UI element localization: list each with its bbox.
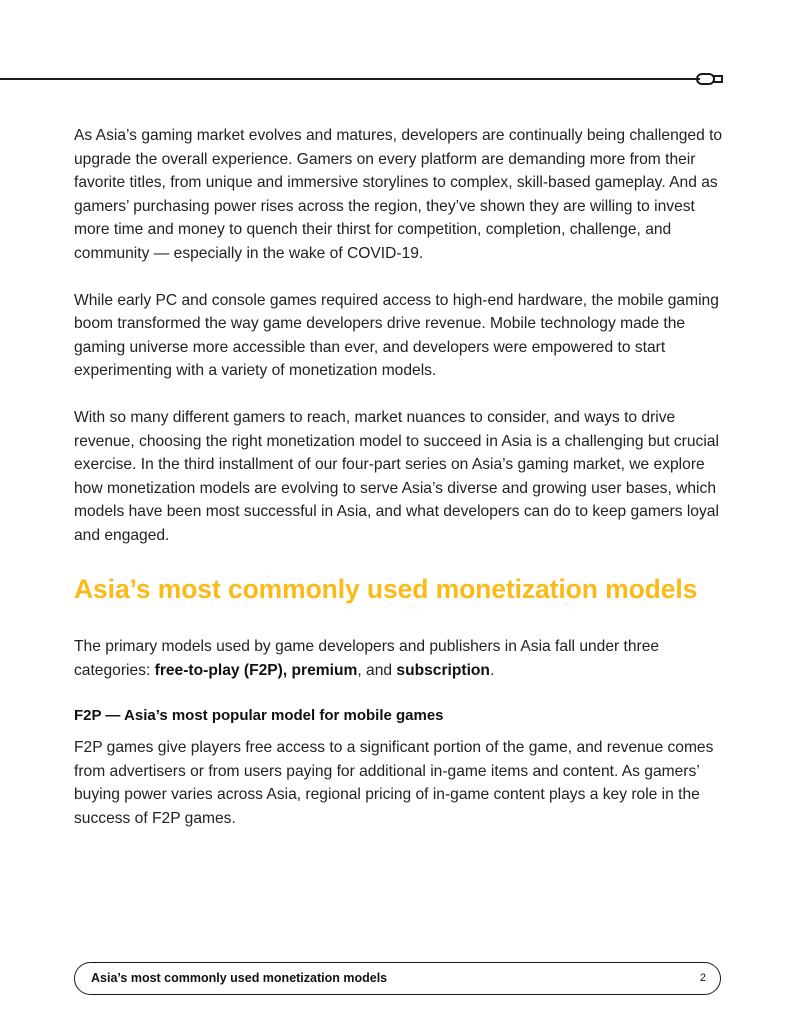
- intro-bold-subscription: subscription: [396, 661, 490, 679]
- intro-bold-f2p-premium: free-to-play (F2P), premium: [154, 661, 358, 679]
- page-content: [74, 124, 734, 854]
- intro-suffix: .: [489, 661, 495, 679]
- section-intro: [74, 635, 734, 682]
- paragraph-intro: As Asia’s gaming market evolves and matures, developers are continually being challenged to upgrade the overall experience. Gamers on every platform are demanding more from their favorite titles, from unique and immersive storylines to complex, skill-based gameplay. And as gamers’ purchasing power rises across the region, they’ve shown they are willing to invest more time and money to quench their thirst for competition, completion, challenge, and community — especially in the wake of COVID-19.: [74, 127, 723, 262]
- footer-title: Asia’s most commonly used monetization models: [91, 971, 388, 985]
- section-heading: Asia’s most commonly used monetization models: [74, 574, 698, 604]
- paragraph-mobile-boom: While early PC and console games required access to high-end hardware, the mobile gaming boom transformed the way game developers drive revenue. Mobile technology made the gaming universe more accessible than ever, and developers were empowered to start experimenting with a variety of monetization models.: [74, 291, 719, 379]
- f2p-body: F2P games give players free access to a significant portion of the game, and revenue comes from advertisers or from users paying for additional in-game items and content. As gamers’ buying power varies across Asia, regional pricing of in-game content plays a key role in the success of F2P games.: [74, 739, 714, 827]
- cable-plug-icon: [696, 71, 724, 87]
- intro-mid: , and: [357, 661, 397, 679]
- intro-prefix: The primary models used by game developers and publishers in Asia fall under three categories:: [74, 638, 660, 679]
- header-rule: [0, 78, 700, 80]
- paragraph-series-overview: With so many different gamers to reach, market nuances to consider, and ways to drive revenue, choosing the right monetization model to succeed in Asia is a challenging but crucial exercise. In the third installment of our four-part series on Asia’s gaming market, we explore how monetization models are evolving to serve Asia’s diverse and growing user bases, which models have been most successful in Asia, and what developers can do to keep gamers loyal and engaged.: [74, 409, 719, 544]
- page-footer: [74, 962, 721, 995]
- f2p-subheading: F2P — Asia’s most popular model for mobile games: [74, 707, 444, 724]
- page-number: 2: [699, 972, 706, 984]
